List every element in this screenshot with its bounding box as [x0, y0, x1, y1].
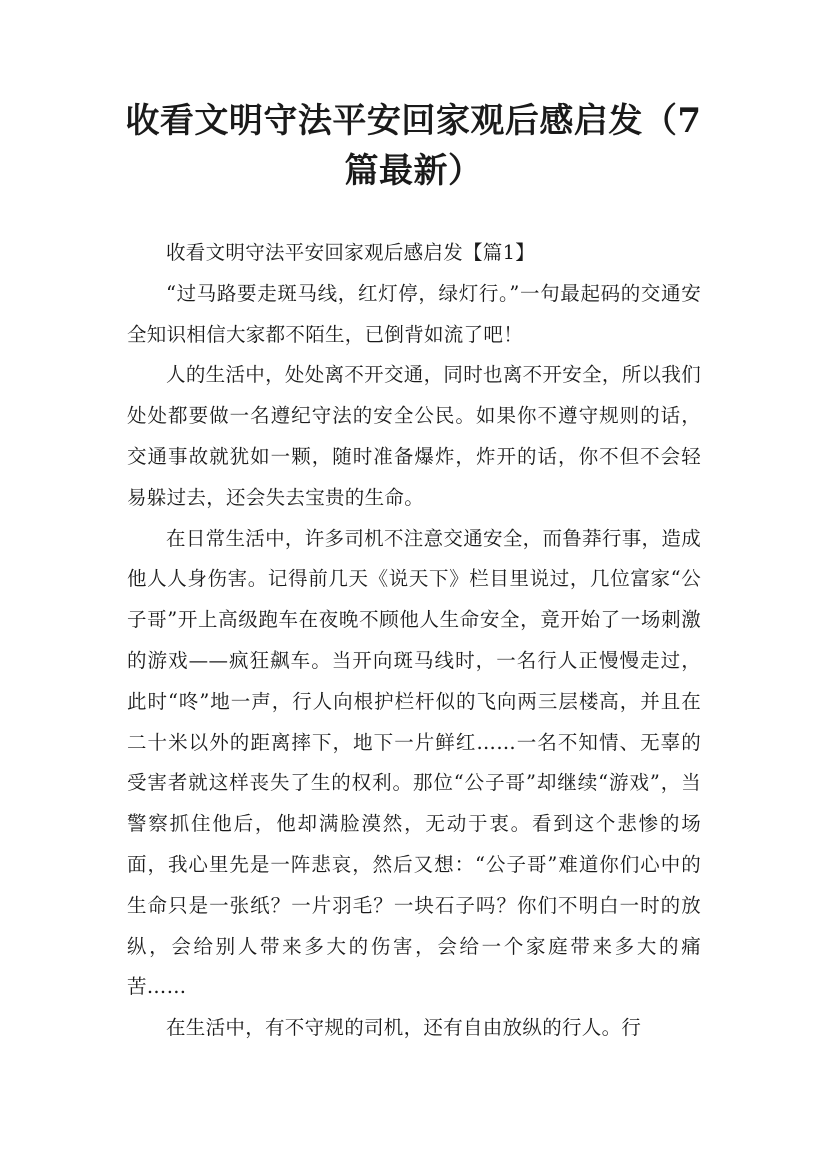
paragraph: “过马路要走斑马线，红灯停，绿灯行。”一句最起码的交通安全知识相信大家都不陌生，已倒背如流了吧！: [127, 281, 701, 346]
paragraph: 在日常生活中，许多司机不注意交通安全，而鲁莽行事，造成他人人身伤害。记得前几天《说天下》栏目里说过，几位富家“公子哥”开上高级跑车在夜晚不顾他人生命安全，竟开始了一场刺激的游戏——疯狂飙车。当开向斑马线时，一名行人正慢慢走过，此时“咚”地一声，行人向根护栏杆似的飞向两三层楼高，并且在二十米以外的距离摔下，地下一片鲜红……一名不知情、无辜的受害者就这样丧失了生的权利。那位“公子哥”却继续“游戏”，当警察抓住他后，他却满脸漠然，无动于衷。看到这个悲惨的场面，我心里先是一阵悲哀，然后又想：“公子哥”难道你们心中的生命只是一张纸？一片羽毛？一块石子吗？你们不明白一时的放纵，会给别人带来多大的伤害，会给一个家庭带来多大的痛苦……: [127, 526, 701, 999]
paragraph: 人的生活中，处处离不开交通，同时也离不开安全，所以我们处处都要做一名遵纪守法的安全公民。如果你不遵守规则的话，交通事故就犹如一颗，随时准备爆炸，炸开的话，你不但不会轻易躲过去，还会失去宝贵的生命。: [127, 363, 701, 509]
document-title: 收看文明守法平安回家观后感启发（7篇最新）: [125, 101, 702, 191]
document-body: [127, 233, 701, 1048]
paragraph: 在生活中，有不守规的司机，还有自由放纵的行人。行: [166, 1016, 642, 1040]
section-heading: 收看文明守法平安回家观后感启发【篇1】: [166, 241, 536, 264]
